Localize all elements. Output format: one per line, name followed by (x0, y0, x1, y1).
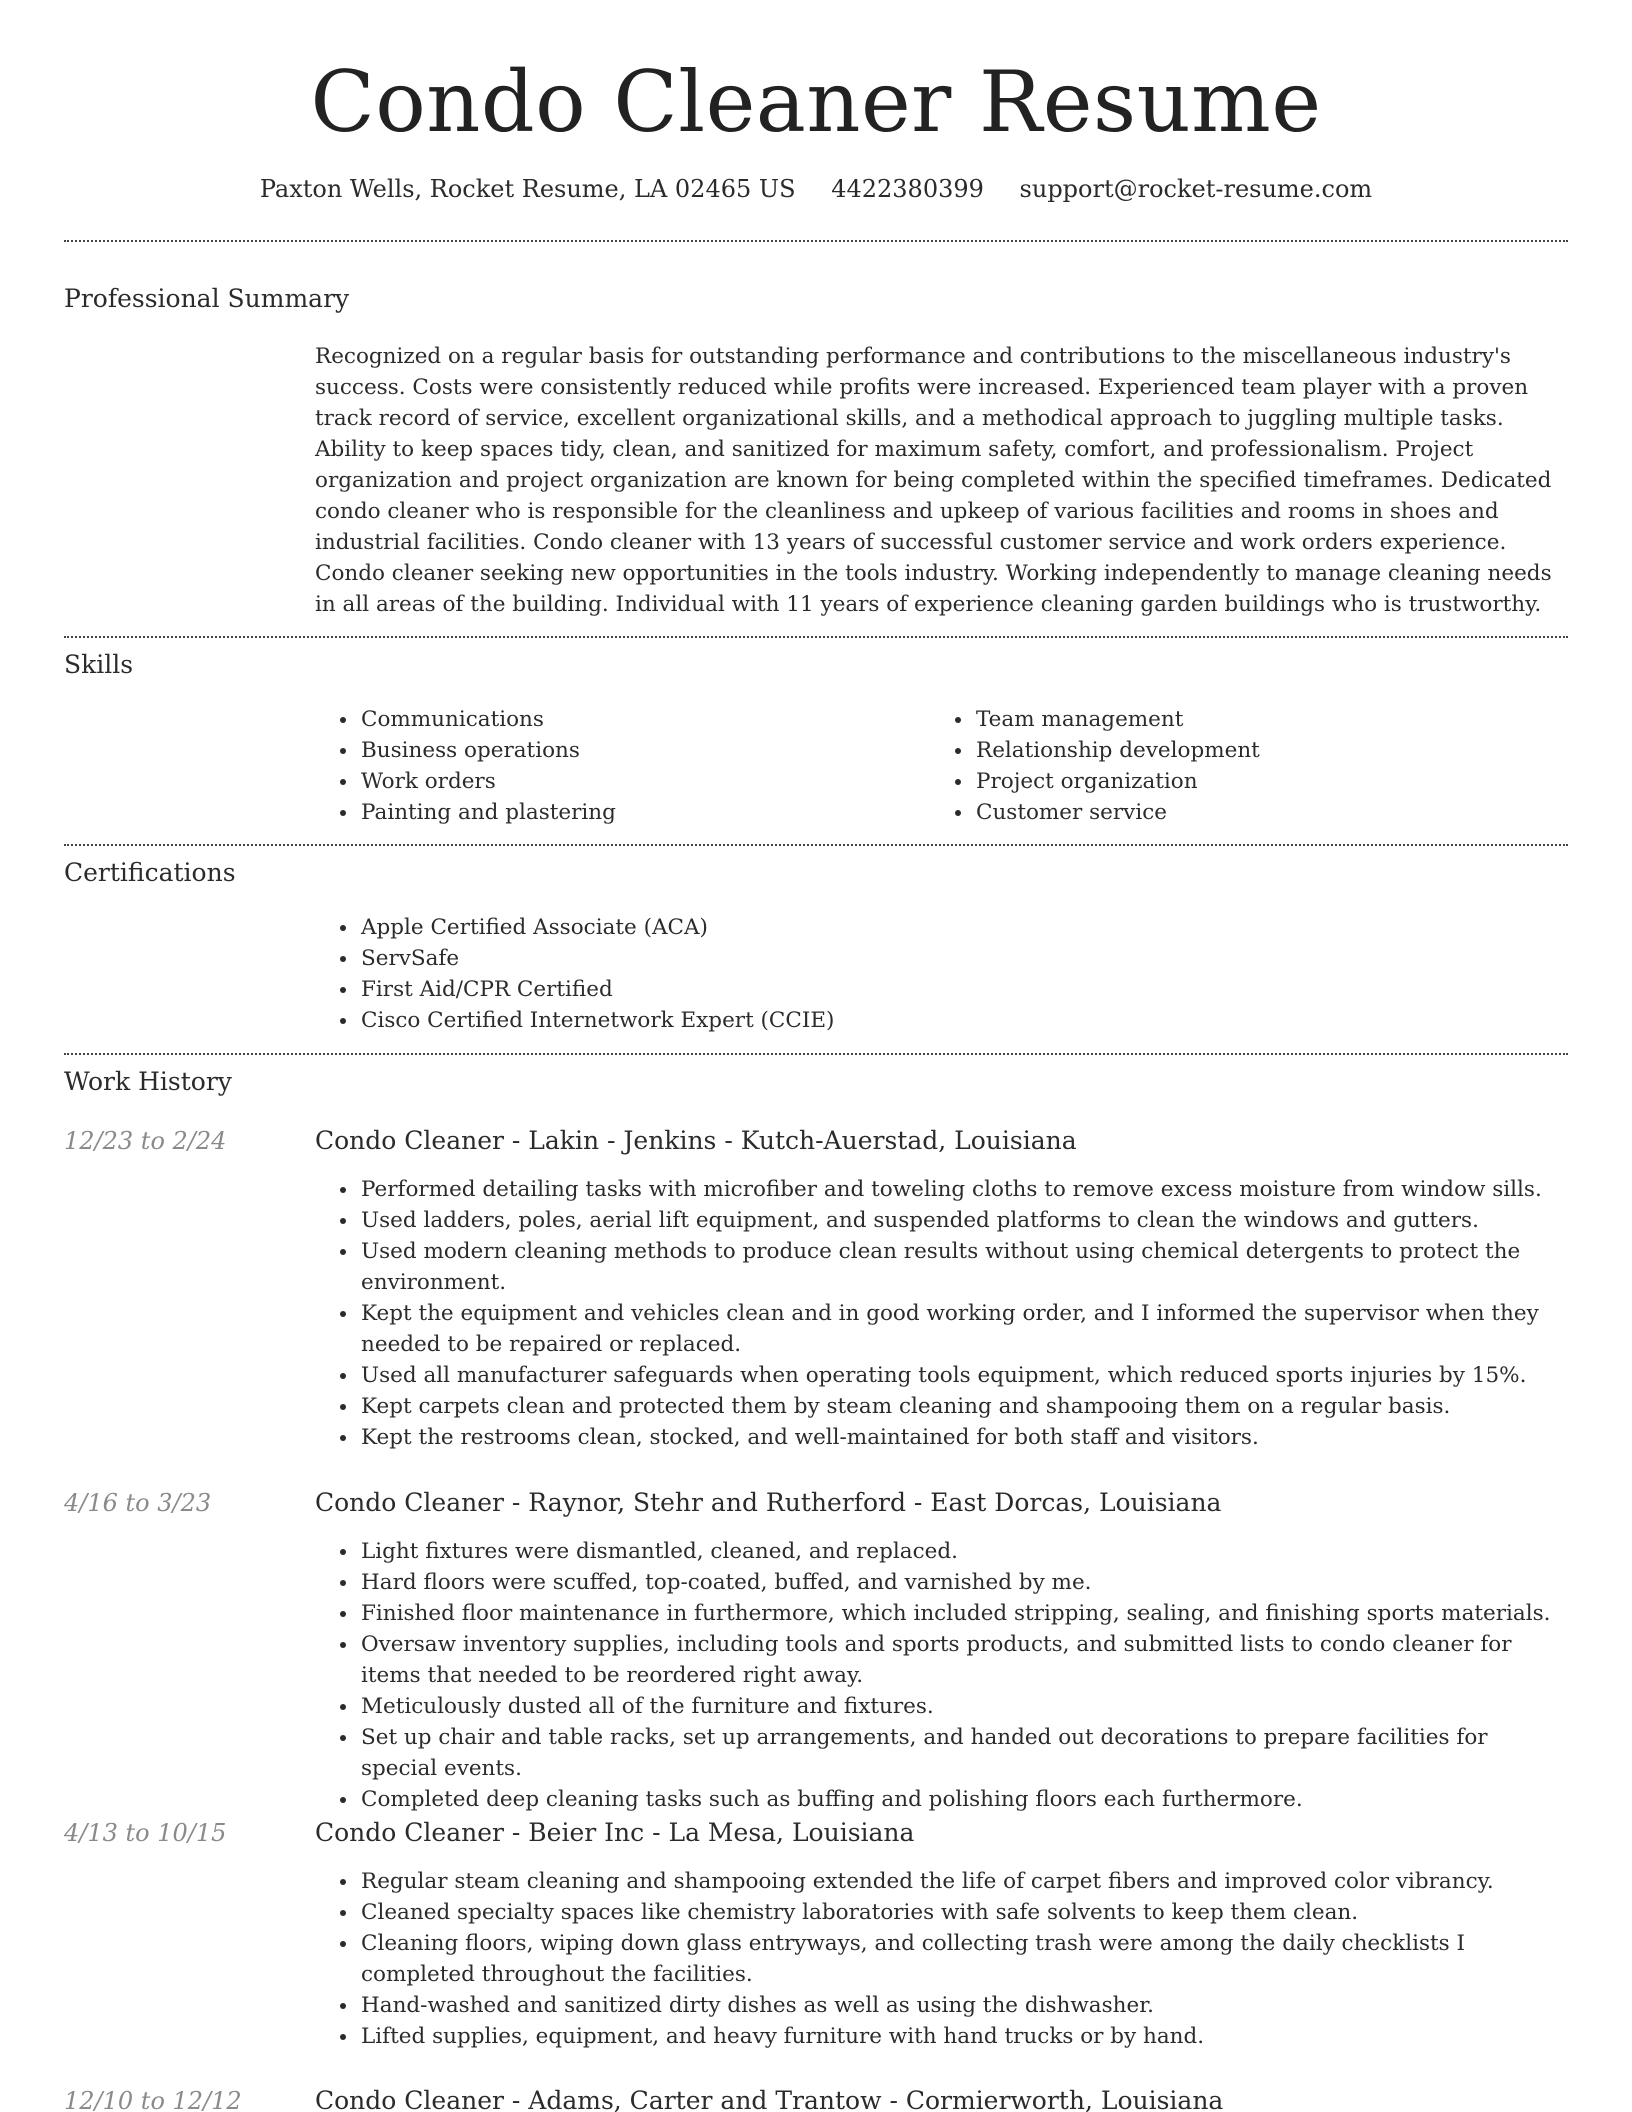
contact-email: support@rocket-resume.com (1019, 175, 1373, 203)
contact-phone: 4422380399 (831, 175, 984, 203)
job-bullet: • Regular steam cleaning and shampooing extended the life of carpet fibers and improved color vibrancy. (359, 1866, 1565, 1897)
job-bullet: • Used modern cleaning methods to produce clean results without using chemical detergents to protect the environment. (359, 1236, 1565, 1298)
job-bullet: • Performed detailing tasks with microfiber and toweling cloths to remove excess moisture from window sills. (359, 1174, 1565, 1205)
certification-item: • Apple Certified Associate (ACA) (359, 912, 1565, 943)
certifications-list (315, 912, 1565, 1036)
skill-item: • Work orders (359, 766, 915, 797)
job-bullet: • Lifted supplies, equipment, and heavy furniture with hand trucks or by hand. (359, 2021, 1565, 2052)
summary-text: Recognized on a regular basis for outstanding performance and contributions to the miscellaneous industry's success. Costs were consistently reduced while profits were increased. Experienced team player with a proven track record of service, excellent organizational skills, and a methodical approach to juggling multiple tasks. Ability to keep spaces tidy, clean, and sanitized for maximum safety, comfort, and professionalism. Project organization and project organization are known for being completed within the specified timeframes. Dedicated condo cleaner who is responsible for the cleanliness and upkeep of various facilities and rooms in shoes and industrial facilities. Condo cleaner with 13 years of successful customer service and work orders experience. Condo cleaner seeking new opportunities in the tools industry. Working independently to manage cleaning needs in all areas of the building. Individual with 11 years of experience cleaning garden buildings who is trustworthy. (315, 344, 1552, 617)
certification-item: • Cisco Certified Internetwork Expert (CCIE) (359, 1005, 1565, 1036)
job-bullets (315, 1536, 1565, 1815)
job-bullet: • Kept the restrooms clean, stocked, and well-maintained for both staff and visitors. (359, 1422, 1565, 1453)
section-heading-certifications: Certifications (64, 858, 236, 887)
skill-item: • Painting and plastering (359, 797, 915, 828)
contact-line (0, 172, 1632, 206)
divider (64, 844, 1568, 846)
job-bullet: • Used all manufacturer safeguards when operating tools equipment, which reduced sports injuries by 15%. (359, 1360, 1565, 1391)
job-title: Condo Cleaner - Lakin - Jenkins - Kutch-Auerstad, Louisiana (315, 1126, 1077, 1155)
job-bullet: • Finished floor maintenance in furthermore, which included stripping, sealing, and finishing sports materials. (359, 1598, 1565, 1629)
certification-item: • First Aid/CPR Certified (359, 974, 1565, 1005)
job-dates: 4/16 to 3/23 (64, 1489, 212, 1517)
job-bullet: • Cleaned specialty spaces like chemistry laboratories with safe solvents to keep them clean. (359, 1897, 1565, 1928)
job-bullet: • Completed deep cleaning tasks such as buffing and polishing floors each furthermore. (359, 1784, 1565, 1815)
skill-item: • Project organization (974, 766, 1550, 797)
skill-item: • Relationship development (974, 735, 1550, 766)
divider (64, 636, 1568, 638)
skills-list-right (930, 704, 1550, 828)
job-dates: 4/13 to 10/15 (64, 1819, 227, 1847)
job-bullet: • Light fixtures were dismantled, cleaned, and replaced. (359, 1536, 1565, 1567)
resume-title: Condo Cleaner Resume (310, 53, 1322, 151)
job-bullets (315, 1174, 1565, 1453)
contact-address: Paxton Wells, Rocket Resume, LA 02465 US (259, 175, 796, 203)
job-bullet: • Kept the equipment and vehicles clean and in good working order, and I informed the supervisor when they needed to be repaired or replaced. (359, 1298, 1565, 1360)
certification-item: • ServSafe (359, 943, 1565, 974)
job-bullets (315, 1866, 1565, 2052)
skill-item: • Team management (974, 704, 1550, 735)
skill-item: • Business operations (359, 735, 915, 766)
job-bullet: • Kept carpets clean and protected them by steam cleaning and shampooing them on a regular basis. (359, 1391, 1565, 1422)
section-heading-summary: Professional Summary (64, 284, 350, 313)
job-bullet: • Meticulously dusted all of the furniture and fixtures. (359, 1691, 1565, 1722)
job-dates: 12/10 to 12/12 (64, 2087, 242, 2112)
job-title: Condo Cleaner - Beier Inc - La Mesa, Louisiana (315, 1818, 915, 1847)
job-title: Condo Cleaner - Adams, Carter and Trantow - Cormierworth, Louisiana (315, 2086, 1224, 2112)
job-title: Condo Cleaner - Raynor, Stehr and Rutherford - East Dorcas, Louisiana (315, 1488, 1222, 1517)
skill-item: • Customer service (974, 797, 1550, 828)
section-heading-skills: Skills (64, 650, 134, 679)
job-bullet: • Set up chair and table racks, set up arrangements, and handed out decorations to prepare facilities for special events. (359, 1722, 1565, 1784)
job-bullet: • Oversaw inventory supplies, including tools and sports products, and submitted lists to condo cleaner for items that needed to be reordered right away. (359, 1629, 1565, 1691)
job-bullet: • Used ladders, poles, aerial lift equipment, and suspended platforms to clean the windows and gutters. (359, 1205, 1565, 1236)
job-bullet: • Hard floors were scuffed, top-coated, buffed, and varnished by me. (359, 1567, 1565, 1598)
divider (64, 1053, 1568, 1055)
job-bullet: • Cleaning floors, wiping down glass entryways, and collecting trash were among the daily checklists I completed throughout the facilities. (359, 1928, 1565, 1990)
skill-item: • Communications (359, 704, 915, 735)
section-heading-work-history: Work History (64, 1067, 232, 1096)
skills-list-left (315, 704, 915, 828)
job-dates: 12/23 to 2/24 (64, 1127, 227, 1155)
job-bullet: • Hand-washed and sanitized dirty dishes as well as using the dishwasher. (359, 1990, 1565, 2021)
divider (64, 240, 1568, 242)
